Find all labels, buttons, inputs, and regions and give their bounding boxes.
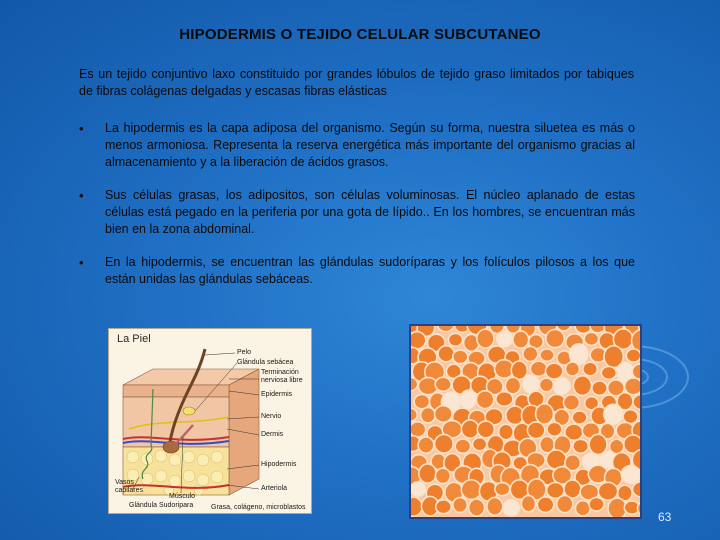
bullet-marker: • (79, 255, 84, 270)
adipose-tissue-micrograph (409, 324, 642, 519)
label-epidermis: Epidermis (261, 391, 293, 398)
label-glandula-sudoripara: Glándula Sudoripara (129, 502, 194, 509)
bullet-list (79, 120, 635, 288)
label-glandula-sebacea: Glándula sebácea (237, 359, 294, 366)
label-nerviosa-libre: nerviosa libre (261, 377, 303, 384)
label-grasa: Grasa, colágeno, microblastos (211, 504, 306, 511)
bullet-text: Sus células grasas, los adipositos, son células voluminosas. El núcleo aplanado de estas células está pegado en la periferia por una gota de lípido.. En los hombres, se encuentran más bien en la zona abdominal. (105, 188, 635, 236)
label-musculo: Músculo (169, 493, 196, 500)
bullet-marker: • (79, 188, 84, 203)
bullet-text: En la hipodermis, se encuentran las glándulas sudoríparas y los folículos pilosos a los que están unidas las glándulas sebáceas. (105, 255, 635, 286)
label-dermis: Dermis (261, 431, 284, 438)
bullet-item (79, 254, 635, 288)
diagram-title: La Piel (117, 333, 151, 345)
skin-diagram (108, 328, 312, 514)
bullet-item (79, 120, 635, 171)
bullet-text: La hipodermis es la capa adiposa del organismo. Según su forma, nuestra siluetea es más o menos armoniosa. Representa la reserva energética más importante del organismo gracias al almacenamiento y a la liberación de ácidos grasos. (105, 121, 635, 169)
fat-cells-illustration (411, 326, 640, 517)
page-number: 63 (658, 510, 672, 524)
label-capilares: capilares (115, 487, 144, 494)
label-vasos: Vasos (115, 479, 134, 486)
label-arteriola: Arteriola (261, 485, 288, 492)
label-terminacion: Terminación (261, 369, 299, 376)
page-title: HIPODERMIS O TEJIDO CELULAR SUBCUTANEO (179, 26, 541, 43)
bullet-marker: • (79, 121, 84, 136)
intro-paragraph: Es un tejido conjuntivo laxo constituido por grandes lóbulos de tejido graso limitados por tabiques de fibras colágenas delgadas y escasas fibras elásticas (79, 67, 634, 98)
bullet-item (79, 187, 635, 238)
label-hipodermis: Hipodermis (261, 461, 297, 468)
label-nervio: Nervio (261, 413, 282, 420)
label-pelo: Pelo (237, 349, 252, 356)
